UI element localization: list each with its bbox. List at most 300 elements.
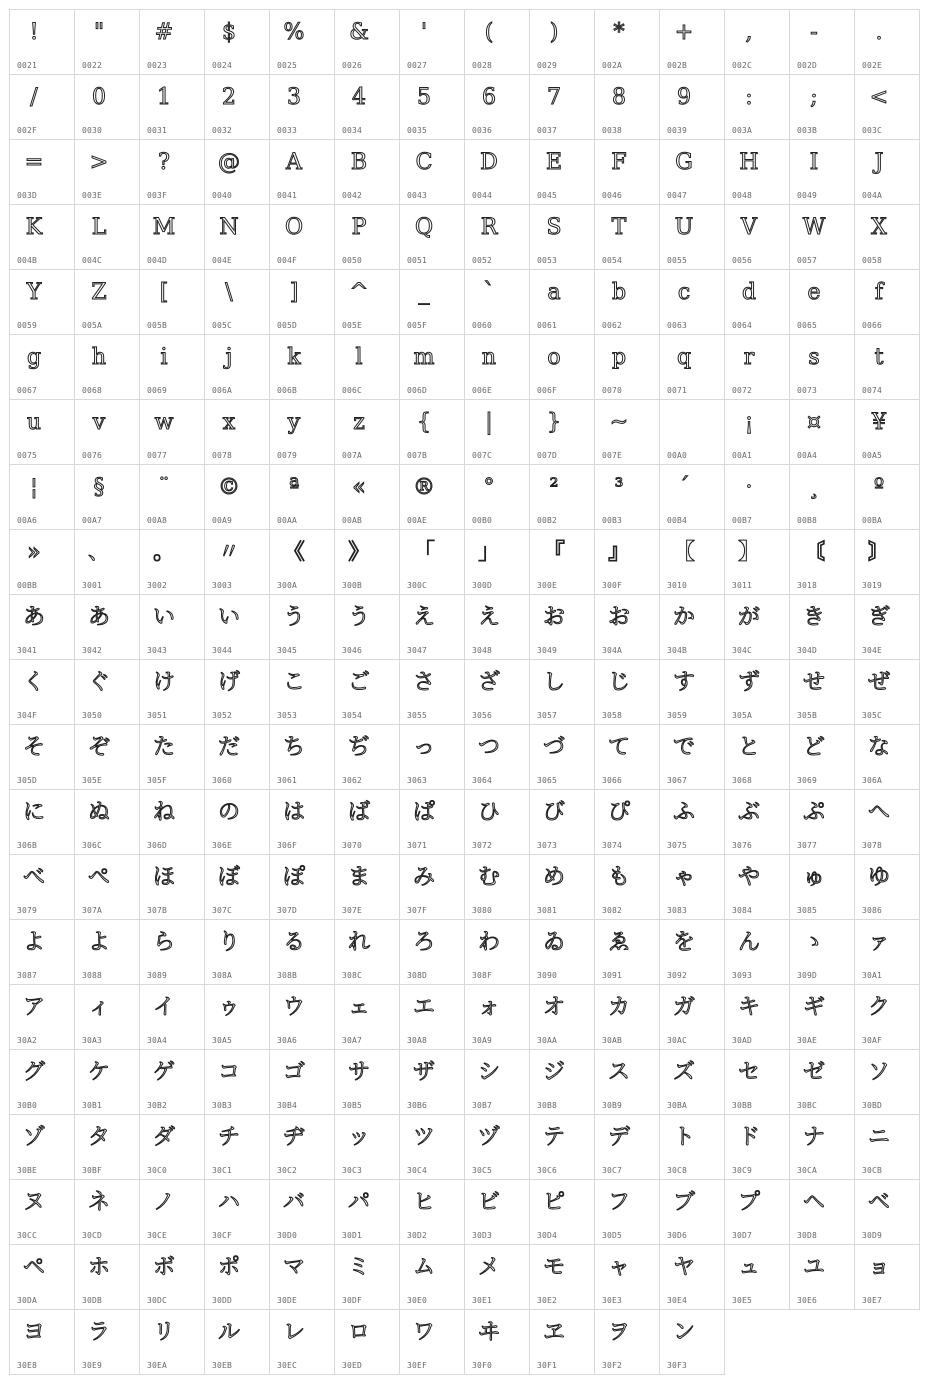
glyph-code-label: 3059 (667, 711, 688, 720)
glyph-code-label: 30C7 (602, 1166, 623, 1175)
glyph-sample: 2 (222, 85, 236, 110)
glyph-code-label: 3052 (212, 711, 233, 720)
glyph-sample: ガ (672, 995, 695, 1020)
glyph-cell (75, 400, 140, 465)
glyph-cell (400, 1180, 465, 1245)
glyph-cell (855, 140, 920, 205)
glyph-sample: 〙 (867, 540, 890, 565)
glyph-code-label: 3053 (277, 711, 298, 720)
glyph-code-label: 3065 (537, 776, 558, 785)
glyph-code-label: 0042 (342, 191, 363, 200)
glyph-sample: 9 (677, 85, 691, 110)
glyph-code-label: 0038 (602, 126, 623, 135)
glyph-cell (595, 75, 660, 140)
glyph-code-label: 006D (407, 386, 428, 395)
glyph-sample: _ (418, 280, 430, 305)
glyph-sample: ザ (412, 1060, 435, 1085)
glyph-sample: づ (542, 735, 565, 760)
glyph-sample: # (154, 20, 174, 45)
glyph-code-label: 30B6 (407, 1101, 428, 1110)
glyph-sample: w (154, 410, 174, 435)
glyph-sample: © (218, 475, 240, 500)
glyph-code-label: 306A (862, 776, 883, 785)
glyph-code-label: 30D8 (797, 1231, 818, 1240)
glyph-code-label: 007A (342, 451, 363, 460)
glyph-sample: 」 (477, 540, 500, 565)
glyph-code-label: 3042 (82, 646, 103, 655)
glyph-cell (10, 335, 75, 400)
glyph-cell (465, 595, 530, 660)
glyph-cell (725, 270, 790, 335)
glyph-cell (595, 205, 660, 270)
glyph-code-label: 30BE (17, 1166, 38, 1175)
glyph-cell (465, 140, 530, 205)
glyph-sample: F (611, 150, 627, 175)
glyph-code-label: 0023 (147, 61, 168, 70)
glyph-code-label: 30C9 (732, 1166, 753, 1175)
glyph-code-label: 0063 (667, 321, 688, 330)
glyph-sample: ひ (477, 800, 500, 825)
glyph-sample: デ (607, 1125, 630, 1150)
glyph-grid (9, 9, 920, 1375)
glyph-cell (595, 530, 660, 595)
glyph-sample: ズ (672, 1060, 695, 1085)
glyph-cell (465, 1310, 530, 1375)
glyph-sample: る (282, 930, 305, 955)
glyph-sample: メ (477, 1255, 500, 1280)
glyph-cell (10, 465, 75, 530)
glyph-sample: \ (225, 280, 233, 305)
glyph-cell (335, 140, 400, 205)
glyph-sample: び (542, 800, 565, 825)
glyph-code-label: 007B (407, 451, 428, 460)
glyph-cell (400, 465, 465, 530)
glyph-cell (75, 465, 140, 530)
glyph-sample: ジ (542, 1060, 565, 1085)
glyph-sample: 4 (352, 85, 366, 110)
glyph-cell (75, 660, 140, 725)
glyph-code-label: 30CB (862, 1166, 883, 1175)
glyph-sample: ぽ (282, 865, 305, 890)
glyph-code-label: 0079 (277, 451, 298, 460)
glyph-sample: B (350, 150, 368, 175)
glyph-code-label: 005E (342, 321, 363, 330)
glyph-sample: れ (347, 930, 370, 955)
glyph-code-label: 30DA (17, 1296, 38, 1305)
glyph-sample: « (352, 475, 366, 500)
glyph-sample: ポ (217, 1255, 240, 1280)
glyph-cell (530, 725, 595, 790)
glyph-sample: ゆ (867, 865, 890, 890)
glyph-sample: あ (87, 605, 110, 630)
glyph-sample: え (477, 605, 500, 630)
glyph-code-label: 004E (212, 256, 233, 265)
glyph-sample: j (225, 345, 233, 370)
glyph-sample: ク (867, 995, 890, 1020)
glyph-code-label: 3075 (667, 841, 688, 850)
glyph-cell (270, 855, 335, 920)
glyph-sample: 】 (737, 540, 760, 565)
glyph-sample: ぶ (737, 800, 760, 825)
glyph-sample: う (282, 605, 305, 630)
glyph-sample: ホ (87, 1255, 110, 1280)
glyph-code-label: 306E (212, 841, 233, 850)
glyph-code-label: 0062 (602, 321, 623, 330)
glyph-code-label: 3068 (732, 776, 753, 785)
glyph-sample: K (25, 215, 43, 240)
glyph-code-label: 30B9 (602, 1101, 623, 1110)
glyph-code-label: 30DE (277, 1296, 298, 1305)
glyph-sample: H (739, 150, 759, 175)
glyph-code-label: 304B (667, 646, 688, 655)
glyph-sample: O (284, 215, 304, 240)
glyph-sample: ] (289, 280, 299, 305)
glyph-cell (530, 920, 595, 985)
glyph-sample: げ (217, 670, 240, 695)
glyph-cell (270, 205, 335, 270)
glyph-sample: ゴ (282, 1060, 305, 1085)
glyph-code-label: 30A6 (277, 1036, 298, 1045)
glyph-code-label: 3080 (472, 906, 493, 915)
glyph-cell (10, 790, 75, 855)
glyph-code-label: 3073 (537, 841, 558, 850)
glyph-cell (140, 1245, 205, 1310)
glyph-code-label: 3067 (667, 776, 688, 785)
glyph-cell (660, 1050, 725, 1115)
glyph-cell (855, 205, 920, 270)
glyph-cell (595, 660, 660, 725)
glyph-sample: そ (22, 735, 45, 760)
glyph-sample: q (676, 345, 692, 370)
glyph-cell (270, 1245, 335, 1310)
glyph-cell (335, 595, 400, 660)
glyph-code-label: 30B5 (342, 1101, 363, 1110)
glyph-code-label: 30E6 (797, 1296, 818, 1305)
glyph-cell (855, 10, 920, 75)
glyph-code-label: 307D (277, 906, 298, 915)
glyph-cell (790, 270, 855, 335)
glyph-cell (75, 855, 140, 920)
glyph-cell (855, 595, 920, 660)
glyph-code-label: 00AA (277, 516, 298, 525)
glyph-code-label: 005D (277, 321, 298, 330)
glyph-cell (855, 725, 920, 790)
glyph-sample: ァ (867, 930, 890, 955)
glyph-sample: ゑ (607, 930, 630, 955)
glyph-code-label: 30EF (407, 1361, 428, 1370)
glyph-cell (270, 75, 335, 140)
glyph-code-label: 30DD (212, 1296, 233, 1305)
glyph-sample: , (745, 20, 753, 45)
glyph-sample: マ (282, 1255, 305, 1280)
glyph-cell (10, 530, 75, 595)
glyph-sample: º (873, 475, 885, 500)
glyph-cell (10, 1050, 75, 1115)
glyph-cell (660, 660, 725, 725)
glyph-cell (335, 725, 400, 790)
glyph-code-label: 30D6 (667, 1231, 688, 1240)
glyph-sample: め (542, 865, 565, 890)
glyph-code-label: 007C (472, 451, 493, 460)
glyph-cell (140, 270, 205, 335)
glyph-code-label: 0073 (797, 386, 818, 395)
glyph-cell (75, 790, 140, 855)
glyph-code-label: 30B7 (472, 1101, 493, 1110)
glyph-sample: v (92, 410, 106, 435)
glyph-sample: ワ (412, 1320, 435, 1345)
glyph-cell (465, 205, 530, 270)
glyph-code-label: 006C (342, 386, 363, 395)
glyph-code-label: 0076 (82, 451, 103, 460)
glyph-sample: @ (218, 150, 240, 175)
glyph-sample: X (871, 215, 887, 240)
glyph-cell (270, 10, 335, 75)
glyph-code-label: 0078 (212, 451, 233, 460)
glyph-code-label: 30AB (602, 1036, 623, 1045)
glyph-code-label: 0054 (602, 256, 623, 265)
glyph-cell (400, 140, 465, 205)
glyph-cell (790, 855, 855, 920)
glyph-code-label: 306F (277, 841, 298, 850)
glyph-cell (465, 1245, 530, 1310)
glyph-sample: ヱ (542, 1320, 565, 1345)
glyph-sample: l (355, 345, 363, 370)
glyph-sample: W (802, 215, 826, 240)
glyph-code-label: 3070 (342, 841, 363, 850)
glyph-cell (140, 530, 205, 595)
glyph-cell (205, 530, 270, 595)
glyph-code-label: 300C (407, 581, 428, 590)
glyph-sample: フ (607, 1190, 630, 1215)
glyph-cell (270, 660, 335, 725)
glyph-code-label: 00B2 (537, 516, 558, 525)
glyph-cell (270, 1115, 335, 1180)
glyph-sample: } (547, 410, 561, 435)
glyph-sample: M (152, 215, 176, 240)
glyph-sample: ラ (87, 1320, 110, 1345)
glyph-cell (10, 855, 75, 920)
glyph-code-label: 30CE (147, 1231, 168, 1240)
glyph-cell (400, 1050, 465, 1115)
glyph-sample: ! (29, 20, 39, 45)
glyph-code-label: 30ED (342, 1361, 363, 1370)
glyph-code-label: 0045 (537, 191, 558, 200)
glyph-code-label: 30D9 (862, 1231, 883, 1240)
glyph-sample: た (152, 735, 175, 760)
glyph-cell (75, 1180, 140, 1245)
glyph-sample: ソ (867, 1060, 890, 1085)
glyph-code-label: 0071 (667, 386, 688, 395)
glyph-cell (335, 1245, 400, 1310)
glyph-cell (855, 920, 920, 985)
glyph-code-label: 307C (212, 906, 233, 915)
glyph-code-label: 006E (472, 386, 493, 395)
glyph-code-label: 3088 (82, 971, 103, 980)
glyph-sample: - (810, 20, 818, 45)
glyph-cell (335, 335, 400, 400)
glyph-cell (725, 400, 790, 465)
glyph-sample: 0 (92, 85, 106, 110)
glyph-code-label: 003E (82, 191, 103, 200)
glyph-code-label: 0034 (342, 126, 363, 135)
glyph-code-label: 304A (602, 646, 623, 655)
glyph-sample: < (869, 85, 889, 110)
glyph-code-label: 00A4 (797, 451, 818, 460)
glyph-cell (205, 1050, 270, 1115)
glyph-sample: ふ (672, 800, 695, 825)
glyph-code-label: 002D (797, 61, 818, 70)
glyph-code-label: 30AF (862, 1036, 883, 1045)
glyph-sample: ッ (347, 1125, 370, 1150)
glyph-code-label: 0067 (17, 386, 38, 395)
glyph-cell (725, 725, 790, 790)
glyph-code-label: 3087 (17, 971, 38, 980)
glyph-sample: ³ (614, 475, 624, 500)
glyph-cell (790, 1115, 855, 1180)
glyph-sample: $ (222, 20, 236, 45)
glyph-sample: 》 (347, 540, 370, 565)
glyph-sample: チ (217, 1125, 240, 1150)
glyph-cell (725, 855, 790, 920)
glyph-cell (465, 1050, 530, 1115)
glyph-cell (75, 1310, 140, 1375)
glyph-cell (725, 985, 790, 1050)
glyph-cell (205, 660, 270, 725)
glyph-cell (10, 75, 75, 140)
glyph-cell (400, 400, 465, 465)
glyph-cell (140, 140, 205, 205)
glyph-code-label: 30E7 (862, 1296, 883, 1305)
glyph-code-label: 3047 (407, 646, 428, 655)
glyph-cell (725, 1115, 790, 1180)
glyph-code-label: 30C0 (147, 1166, 168, 1175)
glyph-cell (530, 465, 595, 530)
glyph-sample: ぺ (87, 865, 110, 890)
glyph-code-label: 30AD (732, 1036, 753, 1045)
glyph-cell (140, 1115, 205, 1180)
glyph-cell (10, 660, 75, 725)
glyph-sample: ヒ (412, 1190, 435, 1215)
glyph-sample: G (675, 150, 693, 175)
glyph-sample: ° (483, 475, 495, 500)
glyph-cell (465, 725, 530, 790)
glyph-code-label: 002F (17, 126, 38, 135)
glyph-cell (855, 335, 920, 400)
glyph-code-label: 30C8 (667, 1166, 688, 1175)
glyph-cell (400, 10, 465, 75)
glyph-code-label: 0036 (472, 126, 493, 135)
glyph-sample: b (611, 280, 627, 305)
glyph-cell (465, 1115, 530, 1180)
glyph-cell (335, 1115, 400, 1180)
glyph-sample: 「 (412, 540, 435, 565)
glyph-cell (335, 400, 400, 465)
glyph-sample: レ (282, 1320, 305, 1345)
glyph-cell (595, 400, 660, 465)
glyph-cell (465, 400, 530, 465)
glyph-cell (335, 75, 400, 140)
glyph-code-label: 30BC (797, 1101, 818, 1110)
glyph-code-label: 00A5 (862, 451, 883, 460)
glyph-cell (595, 1050, 660, 1115)
glyph-cell (270, 1310, 335, 1375)
glyph-cell (10, 270, 75, 335)
glyph-sample: ン (672, 1320, 695, 1345)
glyph-cell (855, 985, 920, 1050)
glyph-sample: バ (282, 1190, 305, 1215)
glyph-code-label: 3002 (147, 581, 168, 590)
glyph-cell (725, 205, 790, 270)
glyph-sample: ¸ (808, 475, 820, 500)
glyph-cell (270, 790, 335, 855)
glyph-cell (270, 140, 335, 205)
glyph-code-label: 304E (862, 646, 883, 655)
glyph-code-label: 30EA (147, 1361, 168, 1370)
glyph-sample: ト (672, 1125, 695, 1150)
glyph-code-label: 006F (537, 386, 558, 395)
glyph-code-label: 3092 (667, 971, 688, 980)
glyph-sample: ボ (152, 1255, 175, 1280)
glyph-cell (270, 595, 335, 660)
glyph-cell (335, 1050, 400, 1115)
glyph-cell (790, 985, 855, 1050)
glyph-sample: ヅ (477, 1125, 500, 1150)
glyph-code-label: 30D0 (277, 1231, 298, 1240)
glyph-cell (270, 465, 335, 530)
glyph-cell (140, 725, 205, 790)
glyph-code-label: 3086 (862, 906, 883, 915)
glyph-cell (270, 920, 335, 985)
glyph-sample: d (741, 280, 757, 305)
glyph-sample: ん (737, 930, 760, 955)
glyph-code-label: 0032 (212, 126, 233, 135)
glyph-cell (465, 660, 530, 725)
glyph-cell (75, 1050, 140, 1115)
glyph-code-label: 30C6 (537, 1166, 558, 1175)
glyph-code-label: 3043 (147, 646, 168, 655)
glyph-code-label: 00AE (407, 516, 428, 525)
glyph-code-label: 0066 (862, 321, 883, 330)
glyph-cell (595, 270, 660, 335)
glyph-cell (465, 465, 530, 530)
glyph-sample: ミ (347, 1255, 370, 1280)
glyph-code-label: 30E5 (732, 1296, 753, 1305)
glyph-sample: ´ (678, 475, 690, 500)
glyph-sample: だ (217, 735, 240, 760)
glyph-sample: + (674, 20, 694, 45)
glyph-code-label: 3089 (147, 971, 168, 980)
glyph-code-label: 30B1 (82, 1101, 103, 1110)
glyph-sample: ば (347, 800, 370, 825)
glyph-cell (335, 205, 400, 270)
glyph-sample: テ (542, 1125, 565, 1150)
glyph-sample: さ (412, 670, 435, 695)
glyph-code-label: 0030 (82, 126, 103, 135)
glyph-code-label: 30CF (212, 1231, 233, 1240)
glyph-sample: " (93, 20, 105, 45)
glyph-sample: g (26, 345, 42, 370)
glyph-cell (530, 530, 595, 595)
glyph-cell (530, 790, 595, 855)
glyph-cell (855, 790, 920, 855)
glyph-cell (725, 140, 790, 205)
glyph-sample: う (347, 605, 370, 630)
glyph-code-label: 3041 (17, 646, 38, 655)
glyph-code-label: 304F (17, 711, 38, 720)
glyph-code-label: 30EC (277, 1361, 298, 1370)
glyph-sample: ら (152, 930, 175, 955)
glyph-code-label: 0043 (407, 191, 428, 200)
